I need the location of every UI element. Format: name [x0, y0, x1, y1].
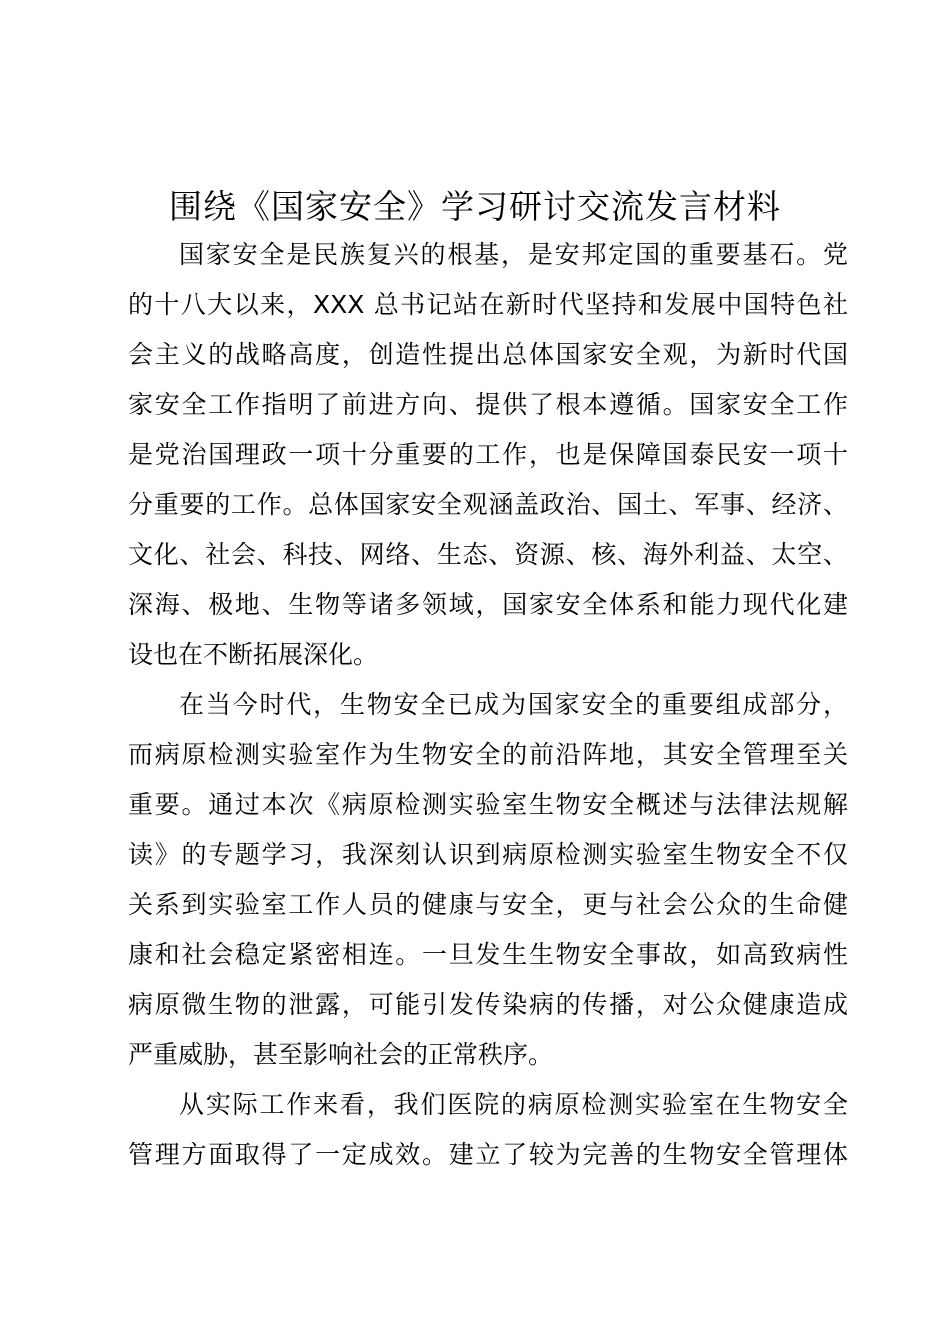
paragraph-line: 分重要的工作。总体国家安全观涵盖政治、国土、军事、经济、: [128, 490, 848, 519]
paragraph-3: [128, 1080, 848, 1180]
paragraph-2: [128, 680, 848, 1080]
paragraph-line: 是党治国理政一项十分重要的工作，也是保障国泰民安一项十: [128, 440, 848, 469]
paragraph-line: 关系到实验室工作人员的健康与安全，更与社会公众的生命健: [128, 890, 848, 919]
paragraph-line: 而病原检测实验室作为生物安全的前沿阵地，其安全管理至关: [128, 740, 848, 769]
paragraph-line: 深海、极地、生物等诸多领域，国家安全体系和能力现代化建: [128, 590, 848, 619]
paragraph-line: 设也在不断拓展深化。: [128, 640, 379, 669]
paragraph-line: 会主义的战略高度，创造性提出总体国家安全观，为新时代国: [128, 340, 848, 369]
paragraph-line: 读》的专题学习，我深刻认识到病原检测实验室生物安全不仅: [128, 840, 848, 869]
paragraph-1: [128, 230, 848, 680]
paragraph-line: 病原微生物的泄露，可能引发传染病的传播，对公众健康造成: [128, 990, 848, 1019]
paragraph-line: 严重威胁，甚至影响社会的正常秩序。: [128, 1040, 554, 1069]
paragraph-line: 国家安全是民族复兴的根基，是安邦定国的重要基石。党: [179, 240, 848, 269]
paragraph-line: 的十八大以来，XXX 总书记站在新时代坚持和发展中国特色社: [128, 290, 848, 319]
paragraph-line: 家安全工作指明了前进方向、提供了根本遵循。国家安全工作: [128, 390, 848, 419]
paragraph-line: 康和社会稳定紧密相连。一旦发生生物安全事故，如高致病性: [128, 940, 848, 969]
document-title: 围绕《国家安全》学习研讨交流发言材料: [169, 187, 781, 226]
paragraph-line: 重要。通过本次《病原检测实验室生物安全概述与法律法规解: [128, 790, 848, 819]
document-body: [128, 230, 848, 1180]
paragraph-line: 文化、社会、科技、网络、生态、资源、核、海外利益、太空、: [128, 540, 848, 569]
paragraph-line: 从实际工作来看，我们医院的病原检测实验室在生物安全: [179, 1090, 848, 1119]
paragraph-line: 在当今时代，生物安全已成为国家安全的重要组成部分，: [179, 690, 848, 719]
paragraph-line: 管理方面取得了一定成效。建立了较为完善的生物安全管理体: [128, 1140, 848, 1169]
